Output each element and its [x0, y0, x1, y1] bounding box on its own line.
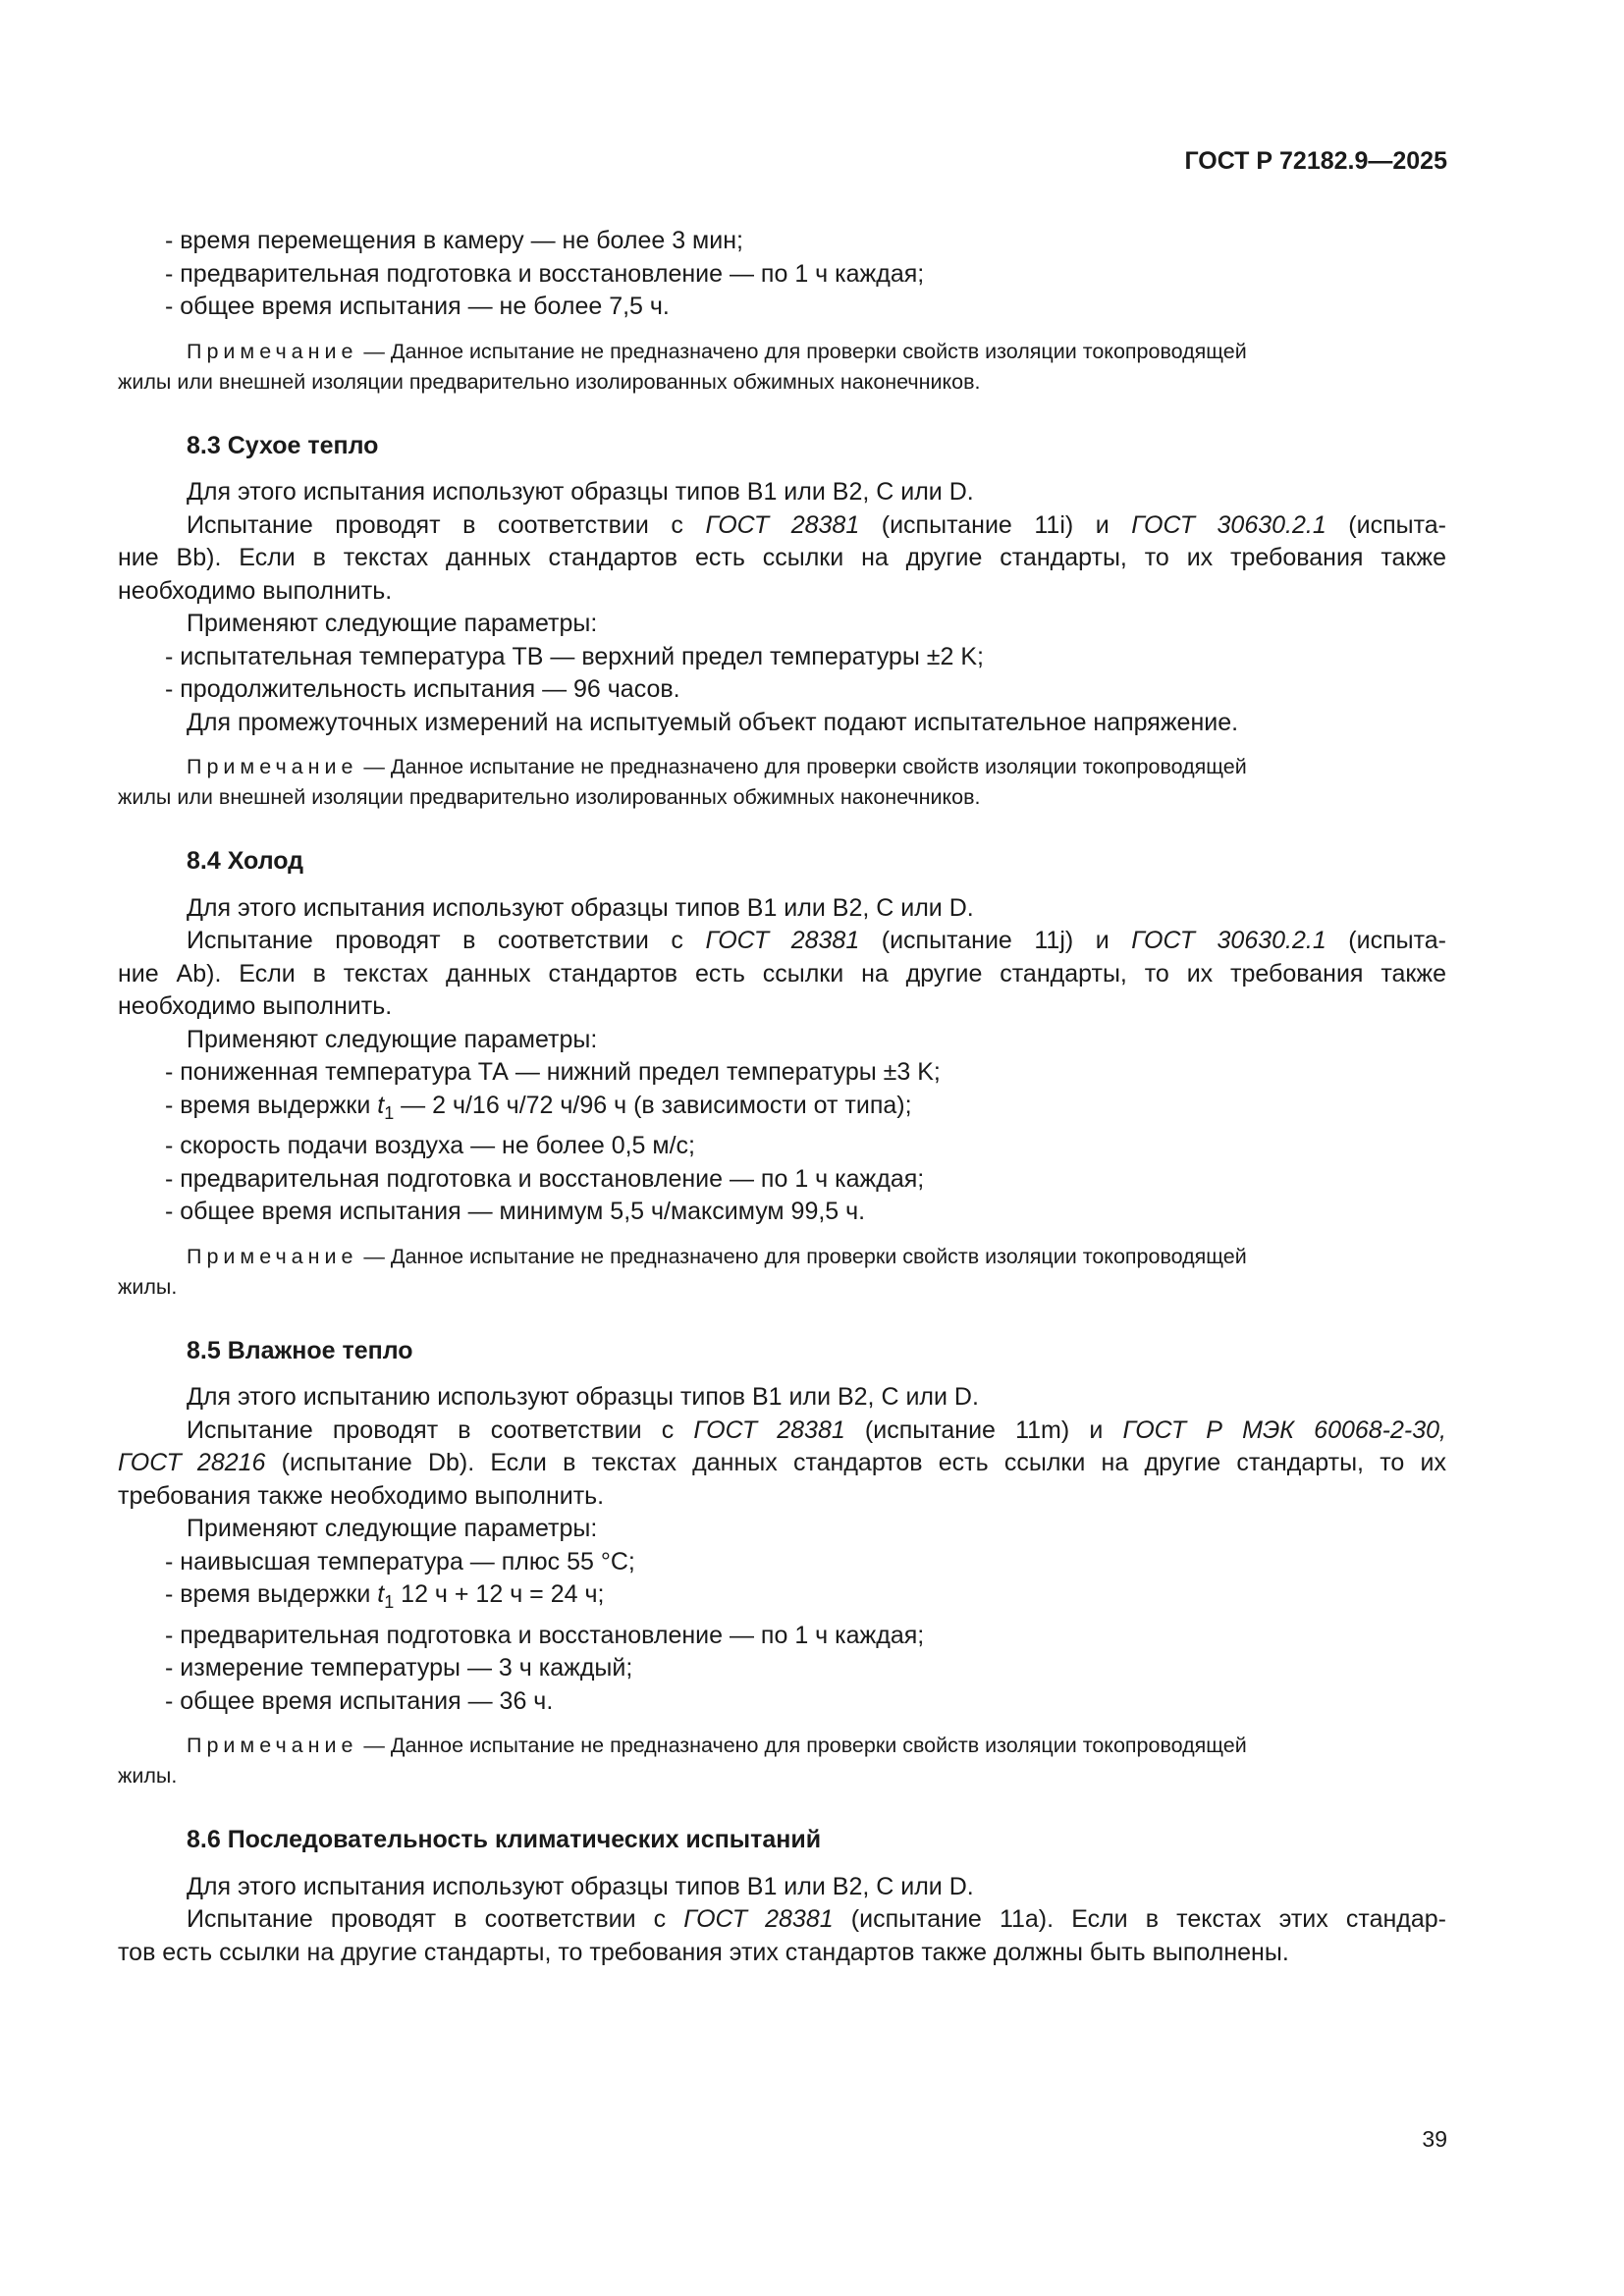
paragraph: Для этого испытанию используют образцы типов В1 или В2, С или D.: [187, 1383, 979, 1411]
list-item: - предварительная подготовка и восстановление — по 1 ч каждая;: [165, 259, 925, 288]
list-item: - время выдержки $t_1$ 12 ч + 12 ч = 24 ч;: [165, 1580, 605, 1612]
paragraph-line: ГОСТ 28216 (испытание Db). Если в текстах данных стандартов есть ссылки на другие стандарты, то их: [118, 1449, 1446, 1476]
list-item: - пониженная температура ТА — нижний предел температуры ±3 K;: [165, 1058, 941, 1086]
list-item: - общее время испытания — минимум 5,5 ч/максимум 99,5 ч.: [165, 1198, 866, 1225]
paragraph: Применяют следующие параметры:: [187, 1515, 598, 1542]
list-item: - скорость подачи воздуха — не более 0,5 м/с;: [165, 1132, 695, 1159]
reference: ГОСТ 28381: [693, 1415, 845, 1444]
paragraph-line: необходимо выполнить.: [118, 992, 393, 1020]
paragraph: Для этого испытания используют образцы типов В1 или В2, С или D.: [187, 893, 974, 922]
document-body: [118, 225, 1446, 1969]
note: Примечание — Данное испытание не предназначено для проверки свойств изоляции токопроводящей жилы или внешней изоляции предварительно изолированных обжимных наконечников.: [118, 339, 1247, 394]
reference: ГОСТ 28381: [705, 927, 860, 954]
section-title-8-4: 8.4 Холод: [187, 847, 304, 875]
section-title-8-6: 8.6 Последовательность климатических испытаний: [187, 1826, 822, 1853]
section-title-8-5: 8.5 Влажное тепло: [187, 1336, 413, 1364]
document-header: ГОСТ Р 72182.9—2025: [1184, 147, 1447, 175]
reference: ГОСТ 30630.2.1: [1131, 510, 1326, 539]
page-number: 39: [1422, 2126, 1447, 2152]
paragraph: Испытание проводят в соответствии с ГОСТ 28381 (испытание 11j) и ГОСТ 30630.2.1 (испыта-: [187, 927, 1446, 954]
reference: ГОСТ Р МЭК 60068-2-30,: [1122, 1415, 1446, 1444]
note: Примечание — Данное испытание не предназначено для проверки свойств изоляции токопроводящей жилы.: [118, 1244, 1247, 1299]
list-item: - продолжительность испытания — 96 часов.: [165, 675, 680, 703]
paragraph: Применяют следующие параметры:: [187, 1025, 598, 1053]
paragraph: Испытание проводят в соответствии с ГОСТ 28381 (испытание 11i) и ГОСТ 30630.2.1 (испыта-: [187, 510, 1446, 539]
list-item: - испытательная температура ТВ — верхний предел температуры ±2 K;: [165, 642, 984, 670]
list-item: - общее время испытания — 36 ч.: [165, 1686, 554, 1715]
reference: ГОСТ 30630.2.1: [1131, 927, 1326, 954]
note-label: Примечание: [187, 1244, 358, 1268]
note-label: Примечание: [187, 1734, 358, 1757]
list-item: - общее время испытания — не более 7,5 ч.: [165, 293, 670, 320]
reference: ГОСТ 28381: [683, 1905, 834, 1933]
list-item: - время перемещения в камеру — не более 3 мин;: [165, 227, 743, 254]
list-item: - предварительная подготовка и восстановление — по 1 ч каждая;: [165, 1621, 925, 1649]
paragraph-line: ние Bb). Если в текстах данных стандартов есть ссылки на другие стандарты, то их требования также: [118, 544, 1446, 571]
paragraph: Испытание проводят в соответствии с ГОСТ 28381 (испытание 11а). Если в текстах этих стандар-: [187, 1905, 1446, 1933]
section-title-8-3: 8.3 Сухое тепло: [187, 431, 379, 459]
reference: ГОСТ 28381: [705, 510, 860, 539]
note-label: Примечание: [187, 339, 358, 363]
list-item: - наивысшая температура — плюс 55 °C;: [165, 1547, 635, 1575]
note: Примечание — Данное испытание не предназначено для проверки свойств изоляции токопроводящей жилы или внешней изоляции предварительно изолированных обжимных наконечников.: [118, 755, 1247, 809]
note: Примечание — Данное испытание не предназначено для проверки свойств изоляции токопроводящей жилы.: [118, 1734, 1247, 1788]
paragraph-line: необходимо выполнить.: [118, 576, 393, 605]
paragraph-line: тов есть ссылки на другие стандарты, то требования этих стандартов также должны быть выполнены.: [118, 1938, 1289, 1966]
list-item: - предварительная подготовка и восстановление — по 1 ч каждая;: [165, 1164, 925, 1193]
paragraph: Испытание проводят в соответствии с ГОСТ 28381 (испытание 11m) и ГОСТ Р МЭК 60068-2-30,: [187, 1415, 1446, 1444]
paragraph: Применяют следующие параметры:: [187, 610, 598, 637]
list-item: - измерение температуры — 3 ч каждый;: [165, 1654, 633, 1682]
reference: ГОСТ 28216: [118, 1449, 266, 1476]
paragraph: Для этого испытания используют образцы типов В1 или В2, С или D.: [187, 1872, 974, 1900]
paragraph: Для этого испытания используют образцы типов В1 или В2, С или D.: [187, 478, 974, 506]
note-label: Примечание: [187, 755, 358, 778]
paragraph-line: ние Ab). Если в текстах данных стандартов есть ссылки на другие стандарты, то их требования также: [118, 959, 1446, 988]
paragraph: Для промежуточных измерений на испытуемый объект подают испытательное напряжение.: [187, 708, 1239, 736]
list-item: - время выдержки $t_1$ — 2 ч/16 ч/72 ч/96 ч (в зависимости от типа);: [165, 1091, 912, 1123]
paragraph-line: требования также необходимо выполнить.: [118, 1481, 605, 1510]
